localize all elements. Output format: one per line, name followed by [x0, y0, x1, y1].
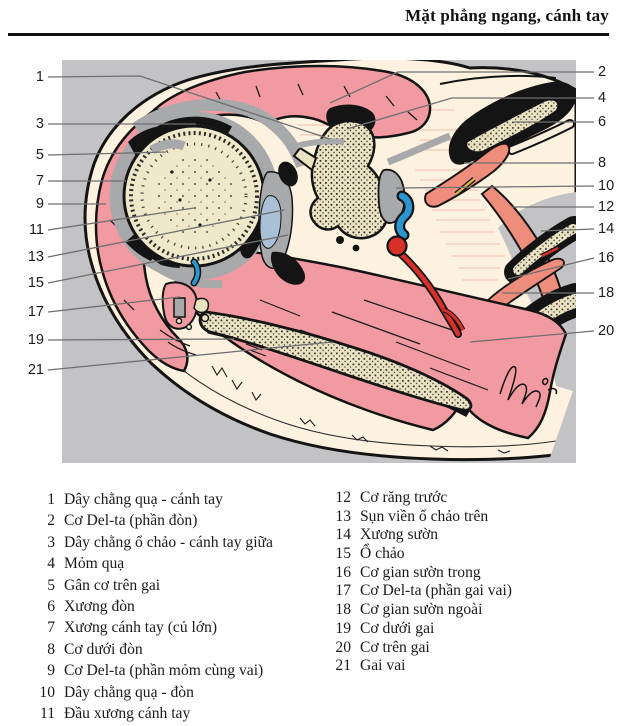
legend-number: 8: [47, 640, 55, 658]
legend-item-1: [28, 489, 273, 510]
legend-item-12: [322, 489, 512, 508]
legend-text: Dây chằng ổ chảo - cánh tay giữa: [64, 533, 273, 551]
legend-item-11: [28, 703, 273, 724]
legend-number: 21: [335, 657, 351, 675]
legend-number: 3: [47, 533, 55, 551]
figure-label-12: 12: [598, 199, 615, 215]
figure-label-14: 14: [598, 221, 615, 237]
legend-number: 12: [335, 489, 351, 506]
legend-item-17: [322, 582, 512, 601]
figure-label-2: 2: [598, 64, 607, 80]
legend-item-15: [322, 545, 512, 564]
legend-number: 9: [47, 662, 55, 680]
legend-text: Ổ chảo: [360, 545, 405, 563]
legend-text: Cơ răng trước: [360, 489, 448, 506]
figure-label-20: 20: [598, 323, 615, 339]
legend-item-7: [28, 617, 273, 638]
legend-item-4: [28, 553, 273, 574]
legend-number: 7: [47, 619, 55, 637]
legend-text: Gân cơ trên gai: [64, 576, 161, 594]
legend-number: 11: [39, 704, 55, 722]
legend-text: Cơ Del-ta (phần mỏm cùng vai): [64, 662, 264, 680]
legend-text: Cơ Del-ta (phần đòn): [64, 512, 198, 530]
legend-number: 20: [335, 638, 351, 656]
legend-number: 16: [335, 563, 351, 581]
legend-text: Dây chằng quạ - cánh tay: [64, 491, 223, 508]
legend-text: Sụn viền ổ chảo trên: [360, 507, 489, 525]
figure-label-16: 16: [598, 250, 615, 266]
legend-item-3: [28, 532, 273, 553]
legend-item-5: [28, 575, 273, 596]
legend-number: 14: [335, 526, 351, 544]
legend-item-19: [322, 620, 512, 639]
legend-text: Cơ dưới đòn: [64, 640, 143, 658]
legend-text: Xương sườn: [360, 526, 439, 544]
legend-number: 19: [335, 619, 351, 637]
legend-number: 2: [47, 512, 55, 530]
legend-number: 6: [47, 597, 55, 615]
legend-number: 1: [47, 491, 55, 508]
legend-item-20: [322, 639, 512, 658]
legend-item-16: [322, 564, 512, 583]
figure-label-9: 9: [35, 196, 44, 212]
legend-text: Xương cánh tay (củ lớn): [64, 619, 218, 637]
legend-text: Mỏm quạ: [64, 555, 125, 573]
legend-number: 13: [335, 507, 351, 525]
legend-column-left: [28, 489, 273, 724]
legend-text: Cơ dưới gai: [360, 619, 435, 637]
legend-item-21: [322, 657, 512, 676]
legend-item-6: [28, 596, 273, 617]
legend-number: 17: [335, 582, 351, 600]
legend-item-2: [28, 510, 273, 531]
figure-label-6: 6: [598, 114, 607, 130]
figure-label-19: 19: [27, 332, 44, 348]
legend-item-9: [28, 660, 273, 681]
legend-text: Cơ gian sườn ngoài: [360, 601, 483, 619]
legend-text: Cơ gian sườn trong: [360, 563, 481, 581]
figure-label-21: 21: [27, 362, 44, 378]
figure-label-13: 13: [27, 249, 44, 265]
legend-text: Dây chằng quạ - đòn: [64, 683, 194, 701]
page-title: Mặt phẳng ngang, cánh tay: [405, 6, 609, 25]
figure-label-3: 3: [35, 116, 44, 132]
figure-label-8: 8: [598, 155, 607, 171]
legend-column-right: [322, 489, 512, 676]
legend-item-10: [28, 682, 273, 703]
figure-label-17: 17: [27, 304, 44, 320]
legend-number: 18: [335, 601, 351, 619]
legend-text: Cơ trên gai: [360, 638, 430, 656]
legend-number: 10: [39, 683, 55, 701]
legend-text: Đầu xương cánh tay: [64, 704, 191, 722]
legend-item-14: [322, 526, 512, 545]
figure-label-5: 5: [35, 147, 44, 163]
figure-label-1: 1: [35, 69, 44, 85]
legend-item-13: [322, 508, 512, 527]
legend-number: 4: [47, 555, 55, 573]
legend-number: 5: [47, 576, 55, 594]
figure-label-15: 15: [27, 275, 44, 291]
legend-item-18: [322, 601, 512, 620]
legend-number: 15: [335, 545, 351, 563]
legend-text: Cơ Del-ta (phần gai vai): [360, 582, 513, 600]
figure-label-10: 10: [598, 178, 615, 194]
figure-label-7: 7: [35, 173, 44, 189]
figure-label-11: 11: [28, 222, 44, 238]
figure-label-4: 4: [598, 90, 607, 106]
legend-text: Gai vai: [360, 657, 406, 675]
legend-text: Xương đòn: [64, 597, 135, 615]
figure-label-18: 18: [598, 285, 615, 301]
legend-item-8: [28, 639, 273, 660]
